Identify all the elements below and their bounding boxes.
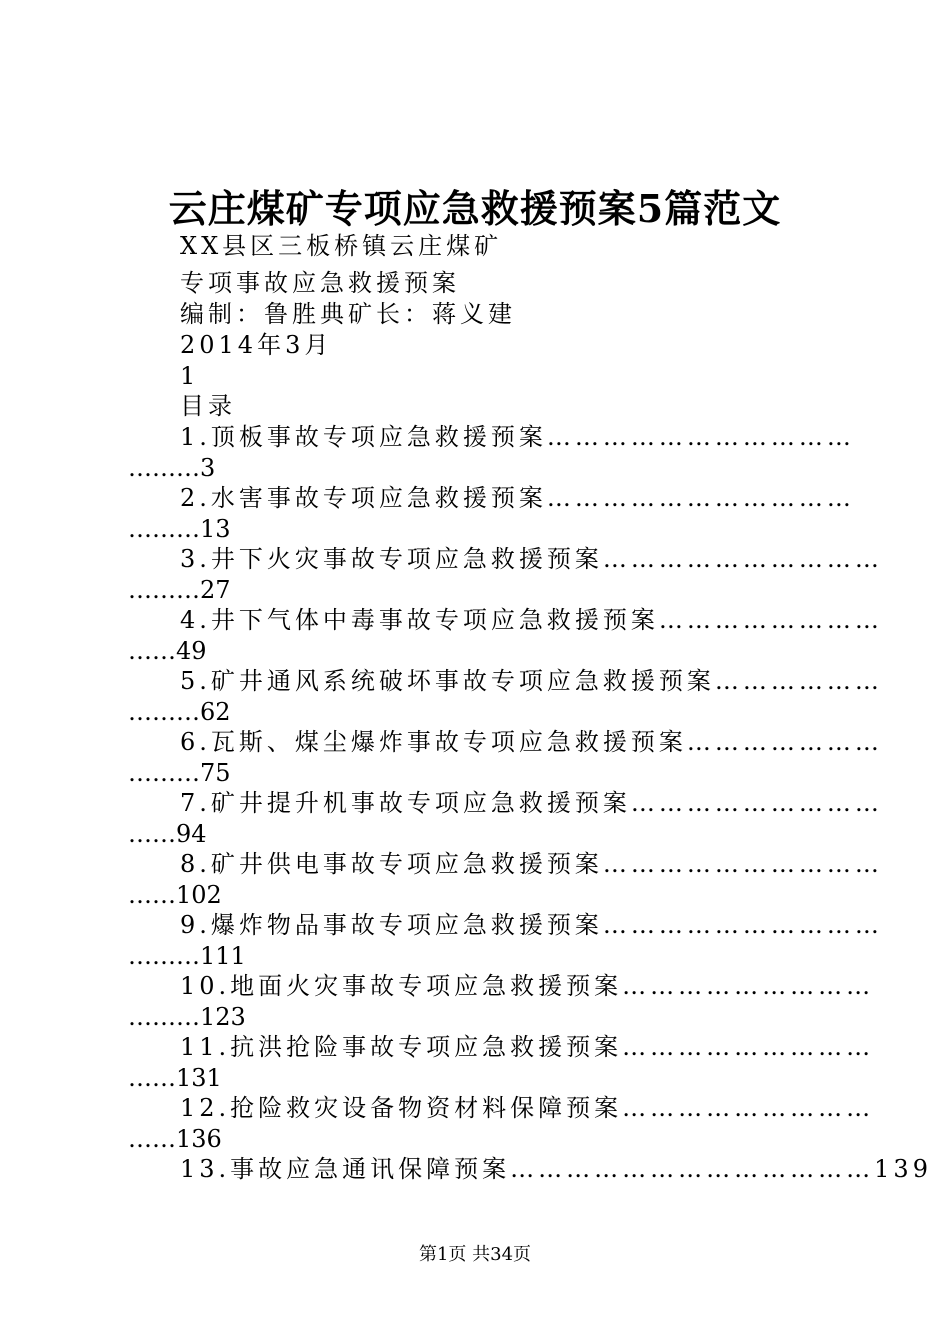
toc-entry-3: 3.井下火灾事故专项应急救援预案………………………… <box>180 545 883 573</box>
toc-entry-12: 12.抢险救灾设备物资材料保障预案……………………… <box>180 1094 875 1122</box>
document-title: 云庄煤矿专项应急救援预案5篇范文 <box>168 186 782 231</box>
toc-entry-10-page: ………123 <box>128 1003 246 1031</box>
toc-entry-2: 2.水害事故专项应急救援预案…………………………… <box>180 484 855 512</box>
toc-entry-6: 6.瓦斯、煤尘爆炸事故专项应急救援预案………………… <box>180 728 883 756</box>
toc-entry-5-page: ………62 <box>128 698 231 726</box>
toc-heading: 目录 <box>180 392 236 420</box>
toc-entry-8: 8.矿井供电事故专项应急救援预案………………………… <box>180 850 883 878</box>
toc-entry-7-page: ……94 <box>128 820 207 848</box>
toc-entry-3-page: ………27 <box>128 576 231 604</box>
page-footer: 第1页 共34页 <box>418 1244 532 1265</box>
toc-entry-13: 13.事故应急通讯保障预案…………………………………139 <box>180 1155 932 1183</box>
toc-entry-9: 9.爆炸物品事故专项应急救援预案………………………… <box>180 911 883 939</box>
header-line-plan-name: 专项事故应急救援预案 <box>180 269 460 297</box>
header-line-author: 编制：鲁胜典矿长：蒋义建 <box>180 300 516 328</box>
toc-entry-4: 4.井下气体中毒事故专项应急救援预案…………………… <box>180 606 883 634</box>
toc-entry-6-page: ………75 <box>128 759 231 787</box>
header-line-mine-name: XX县区三板桥镇云庄煤矿 <box>180 232 503 260</box>
toc-entry-1-page: ………3 <box>128 454 216 482</box>
toc-entry-1: 1.顶板事故专项应急救援预案…………………………… <box>180 423 855 451</box>
toc-entry-7: 7.矿井提升机事故专项应急救援预案……………………… <box>180 789 883 817</box>
header-line-date: 2014年3月 <box>180 331 333 359</box>
toc-entry-11: 11.抗洪抢险事故专项应急救援预案……………………… <box>180 1033 875 1061</box>
toc-entry-10: 10.地面火灾事故专项应急救援预案……………………… <box>180 972 875 1000</box>
toc-entry-5: 5.矿井通风系统破坏事故专项应急救援预案……………… <box>180 667 883 695</box>
header-line-page-number: 1 <box>180 362 200 390</box>
toc-entry-2-page: ………13 <box>128 515 231 543</box>
toc-entry-8-page: ……102 <box>128 881 222 909</box>
toc-entry-4-page: ……49 <box>128 637 207 665</box>
toc-entry-12-page: ……136 <box>128 1125 222 1153</box>
toc-entry-9-page: ………111 <box>128 942 246 970</box>
toc-entry-11-page: ……131 <box>128 1064 222 1092</box>
